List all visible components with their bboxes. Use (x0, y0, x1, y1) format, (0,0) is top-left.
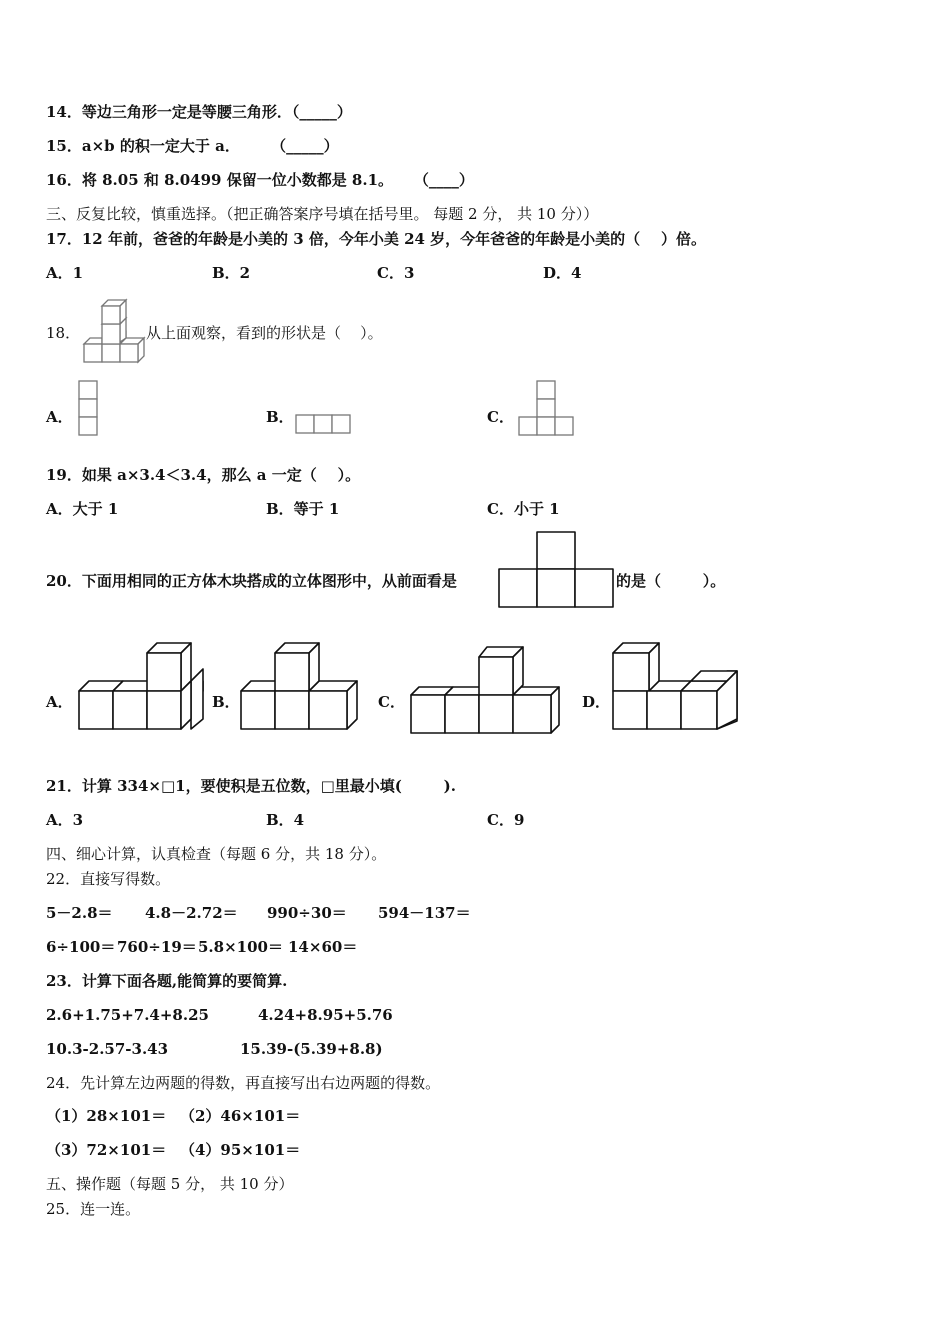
q19-option-a: A．大于 1 (46, 500, 119, 518)
question-16: 16．将 8.05 和 8.0499 保留一位小数都是 8.1。 （____） (46, 171, 474, 189)
question-18-stem: 从上面观察，看到的形状是（ ）。 (146, 324, 383, 342)
q24-item: （2）46×101＝ (180, 1107, 301, 1125)
q18-option-a: A． (46, 408, 73, 426)
q17-option-c: C．3 (377, 264, 415, 282)
q22-item: 5－2.8＝ (46, 904, 113, 922)
question-19-stem: 19．如果 a×3.4＜3.4，那么 a 一定（ ）。 (46, 466, 361, 484)
question-17-stem: 17．12 年前，爸爸的年龄是小美的 3 倍，今年小美 24 岁，今年爸爸的年龄是小美的（ ）倍。 (46, 230, 707, 248)
q20-front-view (498, 531, 616, 611)
question-20-tail: 的是（ ）。 (616, 572, 726, 590)
q22-item: 594－137＝ (378, 904, 471, 922)
question-24-stem: 24．先计算左边两题的得数，再直接写出右边两题的得数。 (46, 1074, 441, 1092)
question-22-stem: 22．直接写得数。 (46, 870, 171, 888)
section-4-heading: 四、细心计算，认真检查（每题 6 分，共 18 分）。 (46, 845, 387, 863)
q22-item: 4.8－2.72＝ (145, 904, 238, 922)
q18-option-c-shape (518, 380, 578, 440)
q20-option-a-figure (78, 641, 210, 733)
question-14: 14．等边三角形一定是等腰三角形．（_____） (46, 103, 352, 121)
q23-item: 10.3-2.57-3.43 (46, 1040, 169, 1058)
q18-option-b-shape (295, 414, 355, 436)
q17-option-a: A．1 (46, 264, 84, 282)
q20-option-d: D． (582, 693, 611, 711)
question-21-stem: 21．计算 334×□1，要使积是五位数，□里最小填( ). (46, 777, 456, 795)
q22-item: 990÷30＝ (267, 904, 347, 922)
q23-item: 2.6+1.75+7.4+8.25 (46, 1006, 209, 1024)
q21-option-c: C．9 (487, 811, 525, 829)
question-15: 15．a×b 的积一定大于 a． （_____） (46, 137, 339, 155)
q20-option-c-figure (408, 643, 564, 737)
q20-option-b: B． (212, 693, 240, 711)
question-25-stem: 25．连一连。 (46, 1200, 141, 1218)
q17-option-d: D．4 (543, 264, 582, 282)
q19-option-c: C．小于 1 (487, 500, 560, 518)
q17-option-b: B．2 (212, 264, 251, 282)
q18-solid-figure (78, 296, 146, 366)
q24-item: （3）72×101＝ (46, 1141, 167, 1159)
q21-option-a: A．3 (46, 811, 84, 829)
q18-option-a-shape (78, 380, 100, 440)
q24-item: （4）95×101＝ (180, 1141, 301, 1159)
section-3-heading: 三、反复比较，慎重选择。（把正确答案序号填在括号里。 每题 2 分， 共 10 分）） (46, 205, 599, 223)
q20-option-d-figure (612, 641, 744, 733)
q22-item: 5.8×100＝ (198, 938, 283, 956)
q22-item: 6÷100＝ (46, 938, 116, 956)
q24-item: （1）28×101＝ (46, 1107, 167, 1125)
q20-option-a: A． (46, 693, 73, 711)
q22-item: 760÷19＝ (117, 938, 197, 956)
q22-item: 14×60＝ (288, 938, 358, 956)
q18-option-b: B． (266, 408, 294, 426)
q21-option-b: B．4 (266, 811, 305, 829)
q23-item: 4.24+8.95+5.76 (258, 1006, 393, 1024)
q18-option-c: C． (487, 408, 514, 426)
question-18-number: 18． (46, 324, 81, 342)
section-5-heading: 五、操作题（每题 5 分， 共 10 分） (46, 1175, 294, 1193)
question-23-stem: 23．计算下面各题,能简算的要简算. (46, 972, 288, 990)
question-20-stem: 20．下面用相同的正方体木块搭成的立体图形中，从前面看是 (46, 572, 457, 590)
q20-option-c: C． (378, 693, 405, 711)
q23-item: 15.39-(5.39+8.8) (240, 1040, 383, 1058)
q20-option-b-figure (240, 641, 372, 733)
q19-option-b: B．等于 1 (266, 500, 340, 518)
